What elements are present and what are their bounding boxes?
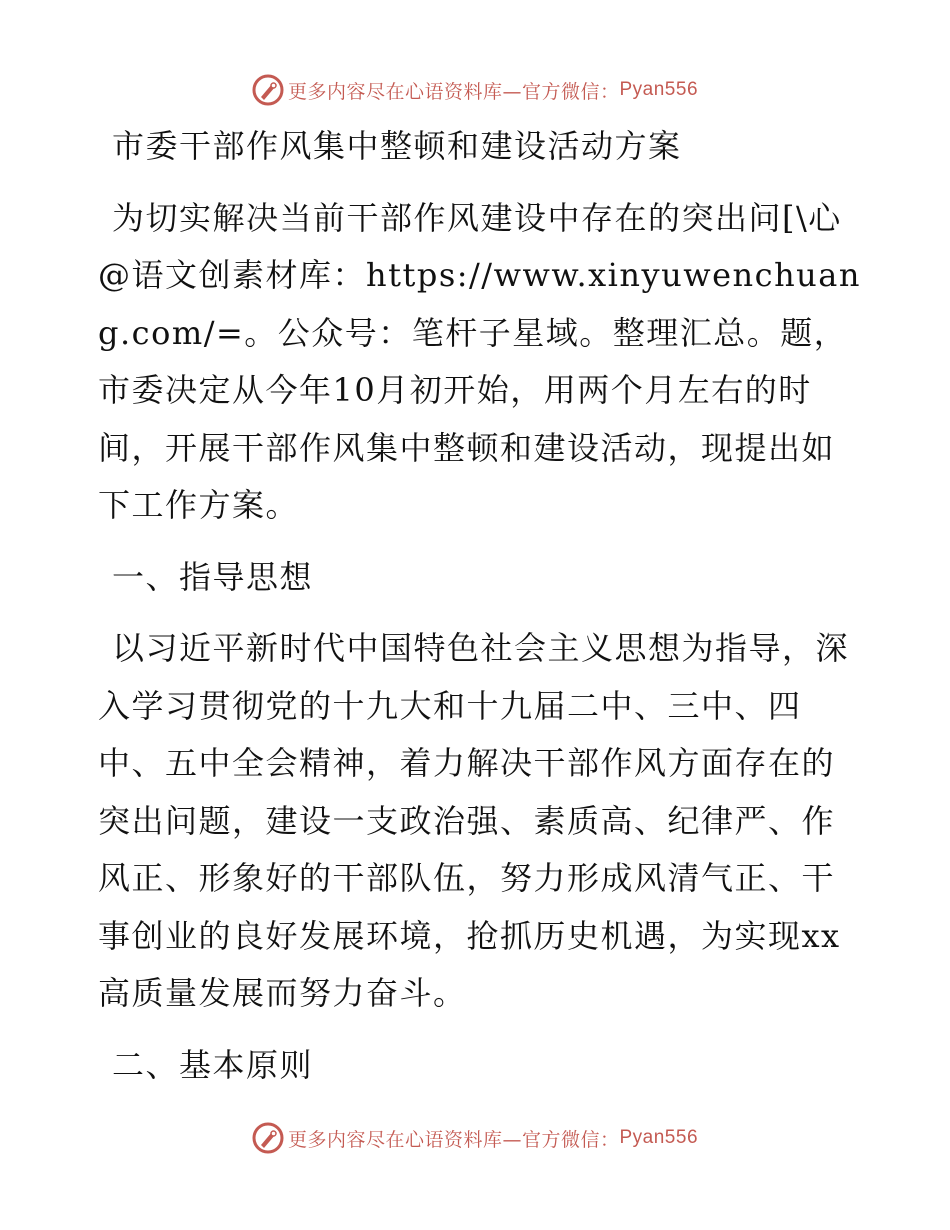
footer-watermark-banner (0, 1118, 950, 1158)
intro-paragraph: 为切实解决当前干部作风建设中存在的突出问[\心@语文创素材库：https://www.xinyuwenchuang.com/=。公众号：笔杆子星域。整理汇总。题，市委决定从今年10月初开始，用两个月左右的时间，开展干部作风集中整顿和建设活动，现提出如下工作方案。 (98, 198, 861, 524)
guiding-ideology-paragraph: 以习近平新时代中国特色社会主义思想为指导，深入学习贯彻党的十九大和十九届二中、三中、四中、五中全会精神，着力解决干部作风方面存在的突出问题，建设一支政治强、素质高、纪律严、作风正、形象好的干部队伍，努力形成风清气正、干事创业的良好发展环境，抢抓历史机遇，为实现xx高质量发展而努力奋斗。 (98, 629, 850, 1012)
banner-handle: Pyan556 (619, 79, 699, 100)
section-heading-guiding-ideology: 一、指导思想 (112, 557, 314, 596)
pen-seal-icon (252, 1122, 284, 1154)
header-watermark-banner (0, 70, 950, 110)
pen-seal-icon (252, 74, 284, 106)
banner-handle: Pyan556 (619, 1127, 699, 1148)
banner-text: 更多内容尽在心语资料库—官方微信： (287, 80, 620, 103)
document-title: 市委干部作风集中整顿和建设活动方案 (112, 127, 682, 165)
section-heading-basic-principles: 二、基本原则 (112, 1045, 314, 1084)
banner-text: 更多内容尽在心语资料库—官方微信： (287, 1128, 620, 1151)
document-body (98, 118, 868, 1094)
